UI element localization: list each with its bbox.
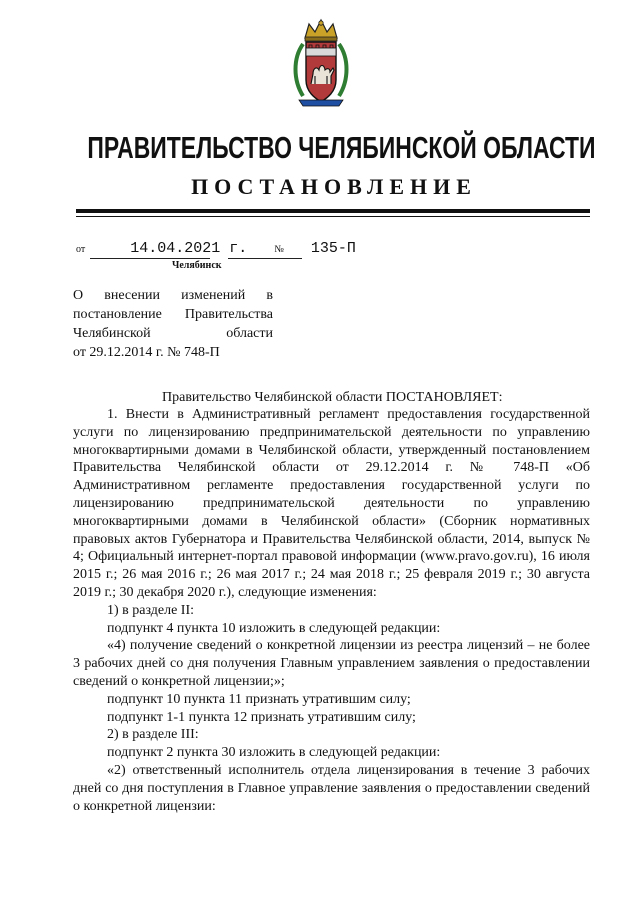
chelyabinsk-coat-of-arms-icon [289,18,353,112]
number-label: № [274,244,284,255]
registration-line [76,240,356,257]
subject-line: Челябинской области [73,326,273,341]
body-paragraph: «2) ответственный исполнитель отдела лицензирования в течение 3 рабочих дней со дня поступления в Главное управление заявления о предоставлении сведений о конкретной лицензии: [73,762,590,814]
body-paragraph: 1) в разделе II: [107,602,195,618]
date-underline [90,258,210,259]
body-paragraph: 2) в разделе III: [107,727,199,743]
resolution-body [73,406,590,815]
header-rule-thick [76,209,590,213]
body-paragraph: подпункт 4 пункта 10 изложить в следующей редакции: [107,620,441,636]
subject-line: от 29.12.2014 г. № 748-П [73,345,220,360]
document-date: 14.04.2021 г. [130,240,248,257]
body-paragraph: 1. Внести в Административный регламент предоставления государственной услуги по лицензированию предпринимательской деятельности по управлению многоквартирными домами в Челябинской области, утвержденный постановлением Правительства Челябинской области от 29.12.2014 г. № 748-П «Об Административном регламенте предоставления государственной услуги по лицензированию предпринимательской деятельности по управлению многоквартирными домами в Челябинской области» (Сборник нормативных правовых актов Губернатора и Правительства Челябинской области, 2014, выпуск № 4; Официальный интернет-портал правовой информации (www.pravo.gov.ru), 16 июля 2015 г.; 26 мая 2016 г.; 26 мая 2017 г.; 24 мая 2018 г.; 25 февраля 2019 г.; 30 августа 2019 г.; 30 декабря 2020 г.), следующие изменения: [73,407,590,600]
body-paragraph: подпункт 10 пункта 11 признать утратившим силу; [107,691,411,707]
body-paragraph: подпункт 2 пункта 30 изложить в следующей редакции: [107,745,441,761]
from-label: от [76,244,86,255]
subject-line: О внесении изменений в [73,288,273,303]
number-underline [228,258,302,259]
body-paragraph: «4) получение сведений о конкретной лицензии из реестра лицензий – не более 3 рабочих дней со дня получения Главным управлением заявления о предоставлении сведений о конкретной лицензии;»; [73,638,590,689]
subject-line: постановление Правительства [73,307,273,322]
document-type-title: ПОСТАНОВЛЕНИЕ [191,174,477,199]
resolution-intro: Правительство Челябинской области ПОСТАНОВЛЯЕТ: [162,390,503,405]
city-label: Челябинск [172,260,222,271]
header-rule-thin [76,216,590,217]
government-title: ПРАВИТЕЛЬСТВО ЧЕЛЯБИНСКОЙ ОБЛАСТИ [87,130,596,165]
body-paragraph: подпункт 1-1 пункта 12 признать утратившим силу; [107,709,416,725]
document-number: 135-П [310,240,356,257]
document-subject [73,286,273,362]
